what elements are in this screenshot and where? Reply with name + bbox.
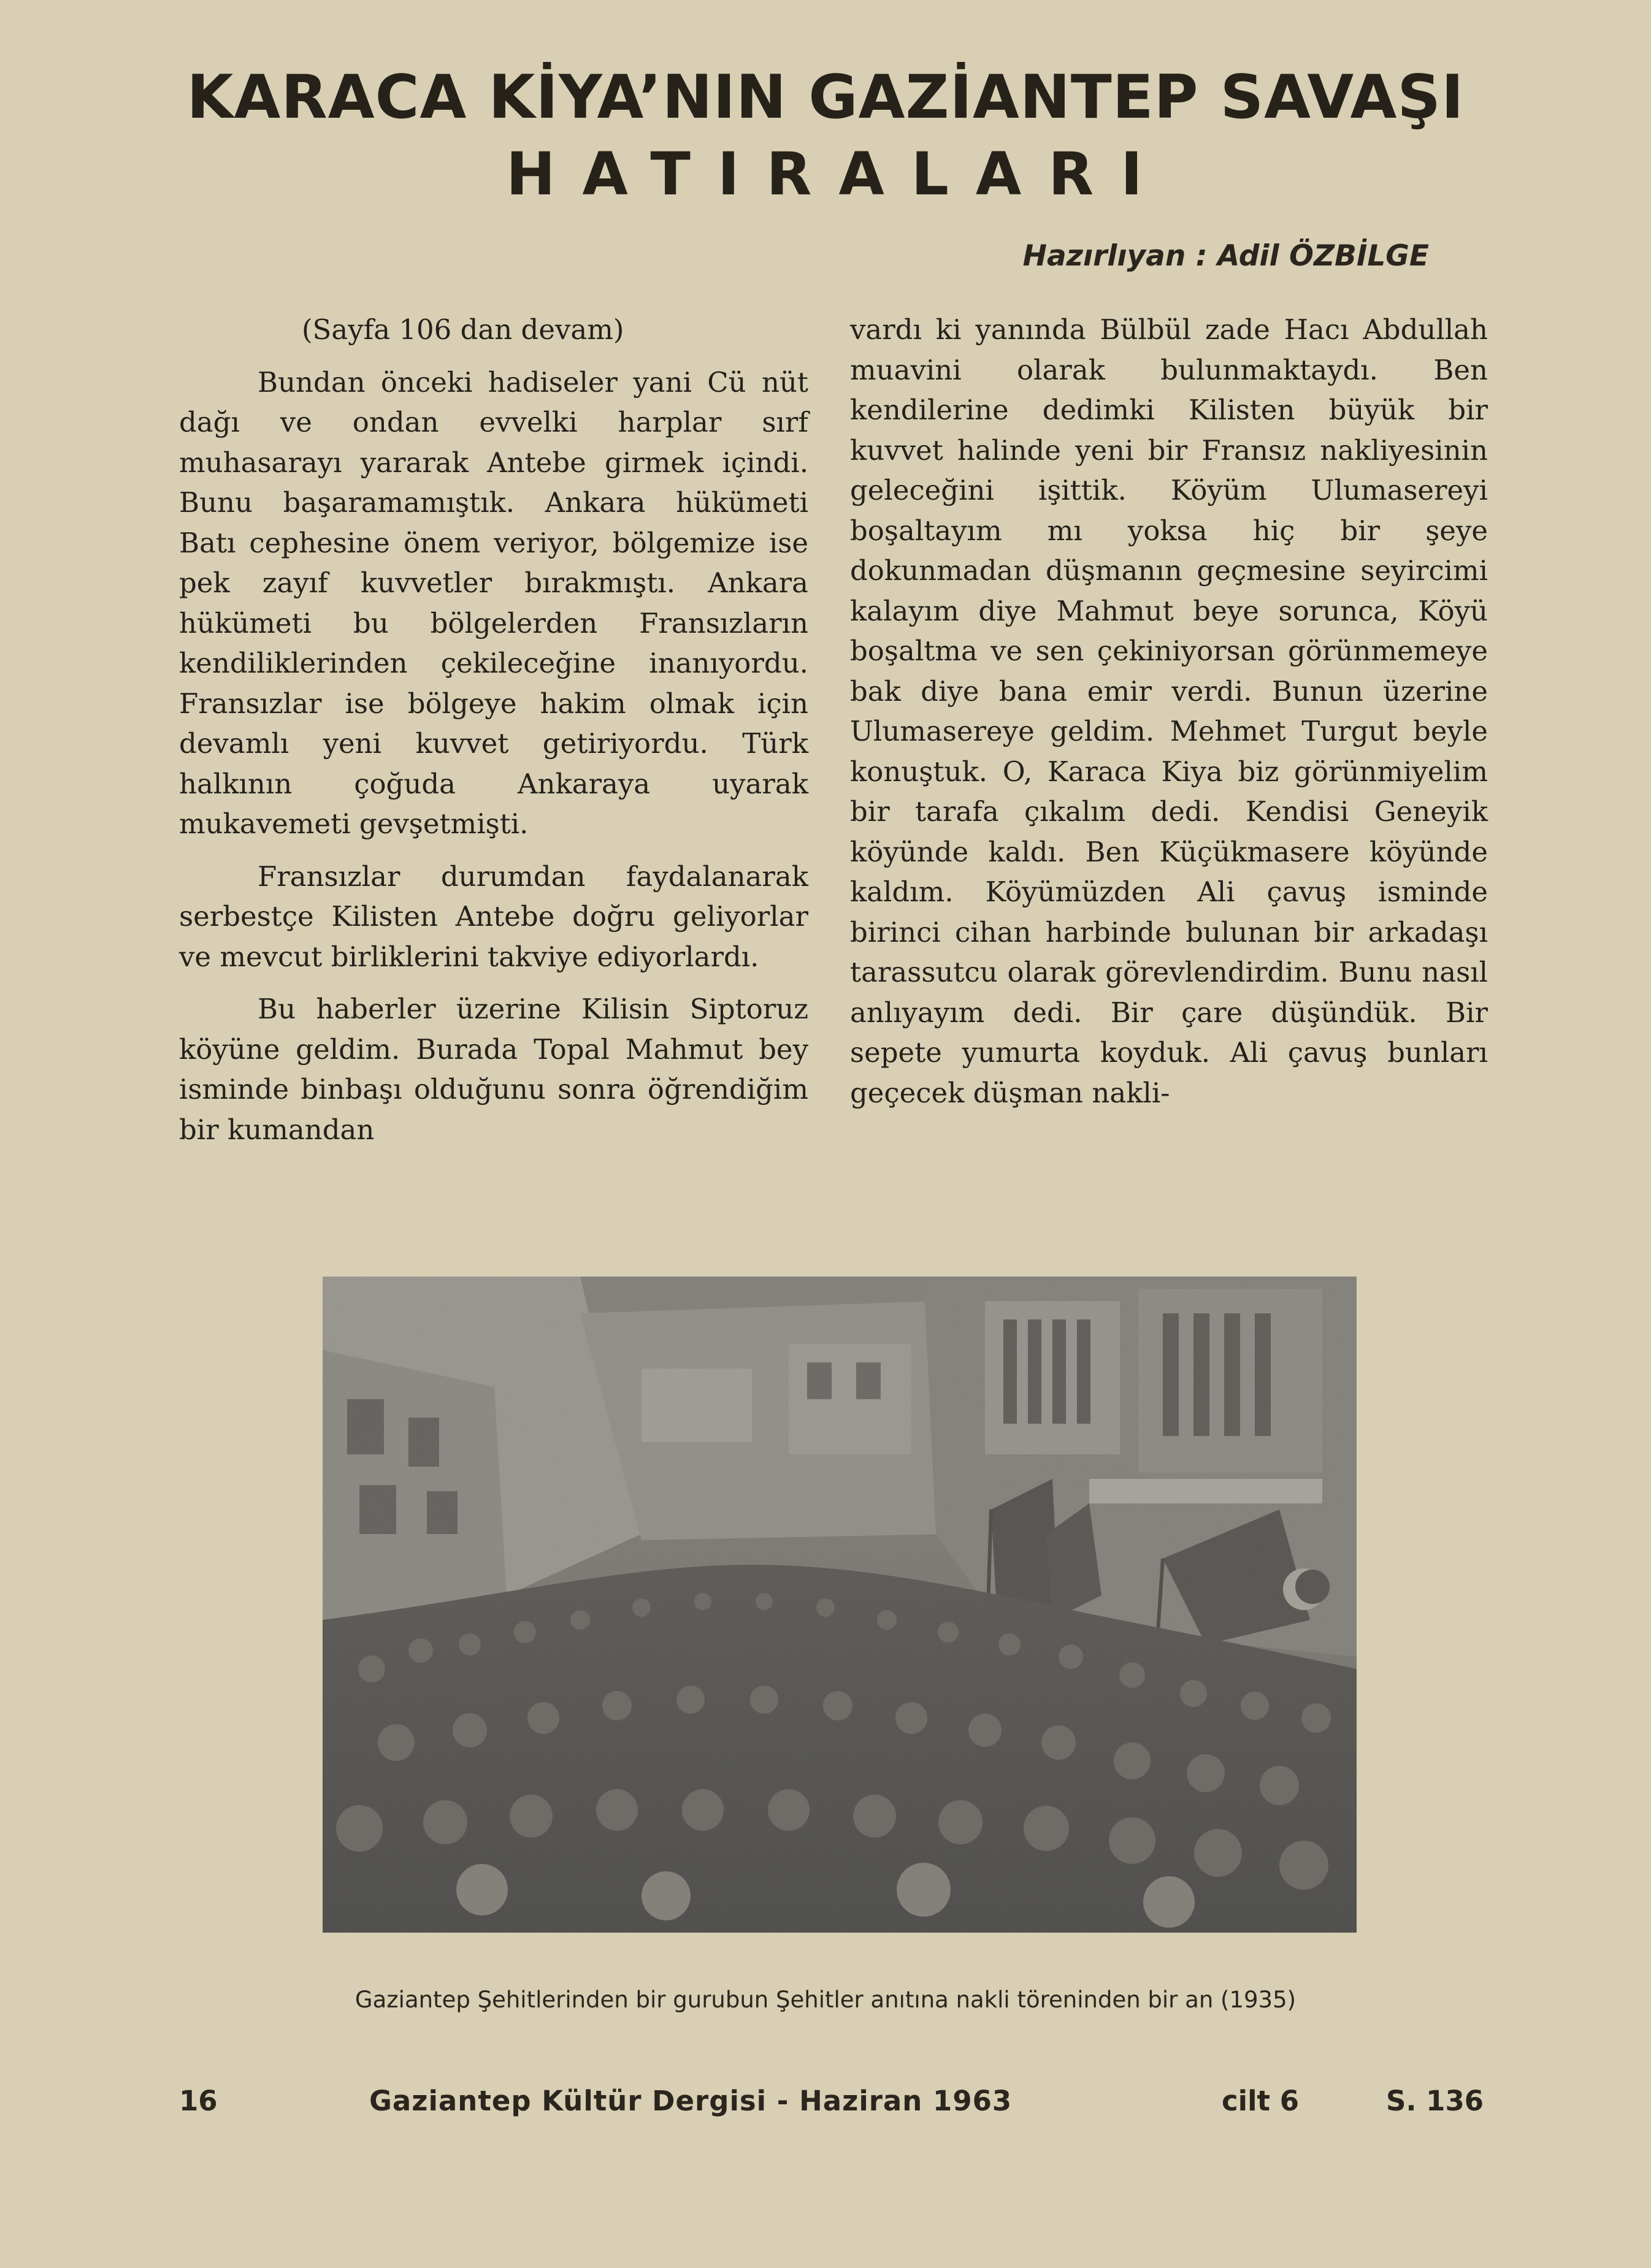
article-title: KARACA KİYA’NIN GAZİANTEP SAVAŞI	[186, 63, 1465, 132]
paragraph: Bu haberler üzerine Kilisin Siptoruz köyüne geldim. Burada Topal Mahmut bey isminde binbaşı olduğunu sonra öğrendiğim bir kumandan	[179, 993, 808, 1146]
issue-number: S. 136	[1386, 2085, 1484, 2117]
page-number: 16	[179, 2085, 218, 2117]
article-left-column	[179, 310, 808, 1162]
article-title-line2: HATIRALARI	[506, 140, 1170, 208]
paragraph: Fransızlar durumdan faydalanarak serbestçe Kilisten Antebe doğru geliyorlar ve mevcut birliklerini takviye ediyorlardı.	[179, 860, 808, 973]
paragraph: vardı ki yanında Bülbül zade Hacı Abdullah muavini olarak bulunmaktaydı. Ben kendilerine dedimki Kilisten büyük bir kuvvet halinde yeni bir Fransız nakliyesinin geleceğini işittik. Köyüm Ulumasereyi boşaltayım mı yoksa hiç bir şeye dokunmadan düşmanın geçmesine seyircimi kalayım diye Mahmut beye sorunca, Köyü boşaltma ve sen çekiniyorsan görünmemeye bak diye bana emir verdi. Bunun üzerine Ulumasereye geldim. Mehmet Turgut beyle konuştuk. O, Karaca Kiya biz görünmiyelim bir tarafa çıkalım dedi. Kendisi Geneyik köyünde kaldı. Ben Küçükmasere köyünde kaldım. Köyümüzden Ali çavuş isminde birinci cihan harbinde bulunan bir arkadaşı tarassutcu olarak görevlendirdim. Bunu nasıl anlıyayım dedi. Bir çare düşündük. Bir sepete yumurta koyduk. Ali çavuş bunları geçecek düşman nakli-	[850, 313, 1488, 1109]
journal-name: Gaziantep Kültür Dergisi - Haziran 1963	[369, 2085, 1013, 2117]
volume-number: cilt 6	[1222, 2085, 1300, 2117]
page-footer	[179, 2085, 1484, 2121]
author-byline: Hazırlıyan : Adil ÖZBİLGE	[1022, 239, 1429, 273]
article-right-column	[850, 310, 1488, 1125]
continuation-note: (Sayfa 106 dan devam)	[302, 313, 624, 346]
photo-caption: Gaziantep Şehitlerinden bir gurubun Şehitler anıtına nakli töreninden bir an (1935)	[354, 1987, 1297, 2013]
paragraph: Bundan önceki hadiseler yani Cü nüt dağı ve ondan evvelki harplar sırf muhasarayı yararak Antebe girmek içindi. Bunu başaramamıştık. Ankara hükümeti Batı cephesine önem veriyor, bölgemize ise pek zayıf kuvvetler bırakmıştı. Ankara hükümeti bu bölgelerden Fransızların kendiliklerinden çekileceğine inanıyordu. Fransızlar ise bölgeye hakim olmak için devamlı yeni kuvvet getiriyordu. Türk halkının çoğuda Ankaraya uyarak mukavemeti gevşetmişti.	[179, 365, 808, 840]
crowd-photo-image	[323, 1277, 1357, 1933]
crowd-photograph	[323, 1277, 1357, 1933]
